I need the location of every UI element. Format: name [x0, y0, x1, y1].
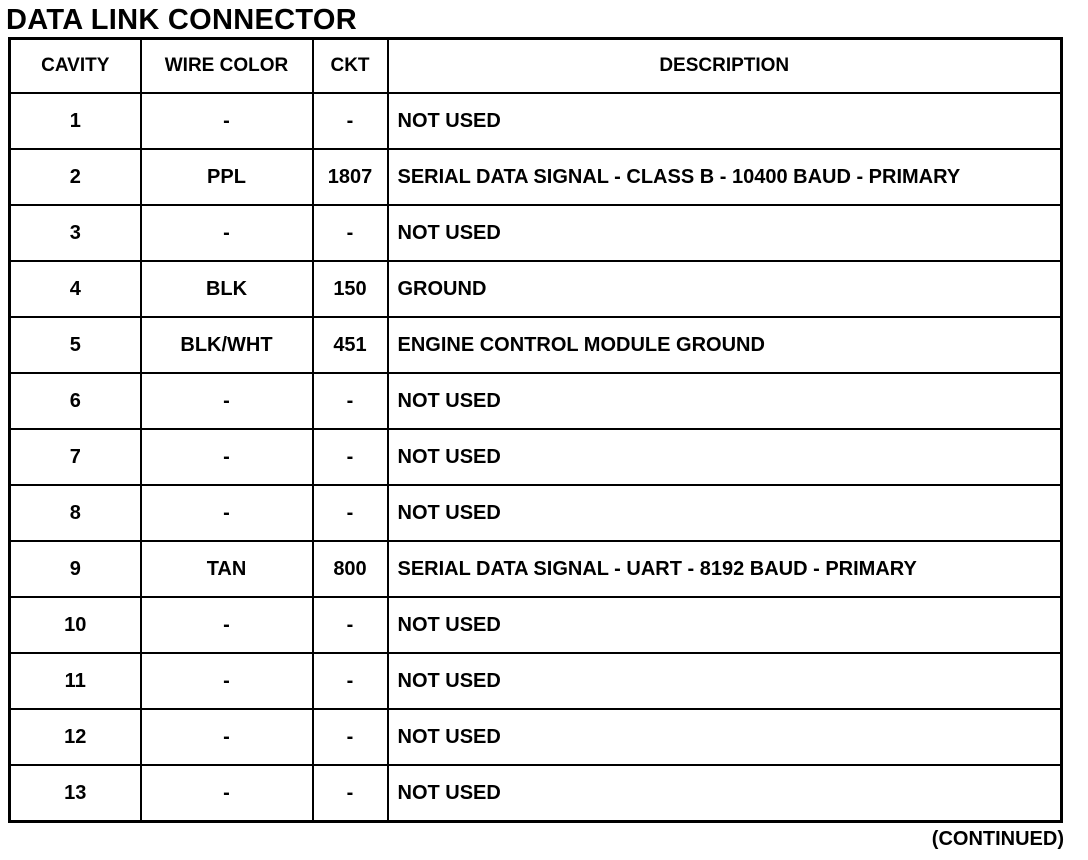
table-row: [10, 597, 1062, 653]
header-wire-color: WIRE COLOR: [141, 39, 313, 94]
cell-wire-color: -: [141, 653, 313, 709]
cell-wire-color: -: [141, 93, 313, 149]
table-row: [10, 541, 1062, 597]
cell-cavity: 1: [10, 93, 141, 149]
cell-description: ENGINE CONTROL MODULE GROUND: [388, 317, 1062, 373]
header-description: DESCRIPTION: [388, 39, 1062, 94]
cell-cavity: 2: [10, 149, 141, 205]
cell-cavity: 6: [10, 373, 141, 429]
cell-ckt: -: [313, 709, 388, 765]
cell-description: NOT USED: [388, 597, 1062, 653]
cell-wire-color: -: [141, 205, 313, 261]
table-row: [10, 149, 1062, 205]
cell-wire-color: BLK: [141, 261, 313, 317]
cell-ckt: -: [313, 485, 388, 541]
cell-wire-color: -: [141, 709, 313, 765]
cell-cavity: 7: [10, 429, 141, 485]
cell-cavity: 5: [10, 317, 141, 373]
table-row: [10, 485, 1062, 541]
cell-wire-color: -: [141, 485, 313, 541]
cell-description: NOT USED: [388, 93, 1062, 149]
cell-cavity: 8: [10, 485, 141, 541]
cell-cavity: 11: [10, 653, 141, 709]
cell-ckt: 800: [313, 541, 388, 597]
table-row: [10, 709, 1062, 765]
cell-ckt: -: [313, 765, 388, 822]
table-row: [10, 261, 1062, 317]
table-row: [10, 373, 1062, 429]
cell-description: GROUND: [388, 261, 1062, 317]
cell-ckt: -: [313, 205, 388, 261]
cell-cavity: 9: [10, 541, 141, 597]
cell-cavity: 3: [10, 205, 141, 261]
cell-description: SERIAL DATA SIGNAL - CLASS B - 10400 BAUD - PRIMARY: [388, 149, 1062, 205]
cell-ckt: -: [313, 597, 388, 653]
page-title: DATA LINK CONNECTOR: [6, 4, 357, 36]
cell-cavity: 4: [10, 261, 141, 317]
table-header-row: [10, 39, 1062, 94]
header-ckt: CKT: [313, 39, 388, 94]
cell-ckt: 451: [313, 317, 388, 373]
cell-ckt: 150: [313, 261, 388, 317]
cell-ckt: -: [313, 429, 388, 485]
cell-ckt: 1807: [313, 149, 388, 205]
table-row: [10, 429, 1062, 485]
cell-ckt: -: [313, 373, 388, 429]
table-body: [10, 93, 1062, 822]
table-row: [10, 653, 1062, 709]
header-cavity: CAVITY: [10, 39, 141, 94]
cell-wire-color: -: [141, 597, 313, 653]
cell-description: NOT USED: [388, 429, 1062, 485]
cell-wire-color: -: [141, 373, 313, 429]
cell-ckt: -: [313, 93, 388, 149]
table-row: [10, 765, 1062, 822]
cell-description: NOT USED: [388, 653, 1062, 709]
table-row: [10, 205, 1062, 261]
table-row: [10, 317, 1062, 373]
cell-description: NOT USED: [388, 485, 1062, 541]
cell-description: NOT USED: [388, 373, 1062, 429]
cell-description: NOT USED: [388, 709, 1062, 765]
cell-wire-color: BLK/WHT: [141, 317, 313, 373]
cell-cavity: 12: [10, 709, 141, 765]
cell-wire-color: PPL: [141, 149, 313, 205]
cell-description: NOT USED: [388, 205, 1062, 261]
continued-note: (CONTINUED): [931, 828, 1064, 850]
cell-description: NOT USED: [388, 765, 1062, 822]
cell-wire-color: -: [141, 429, 313, 485]
cell-cavity: 13: [10, 765, 141, 822]
cell-description: SERIAL DATA SIGNAL - UART - 8192 BAUD - PRIMARY: [388, 541, 1062, 597]
cell-cavity: 10: [10, 597, 141, 653]
table-row: [10, 93, 1062, 149]
cell-ckt: -: [313, 653, 388, 709]
connector-table: [8, 37, 1063, 823]
cell-wire-color: -: [141, 765, 313, 822]
cell-wire-color: TAN: [141, 541, 313, 597]
